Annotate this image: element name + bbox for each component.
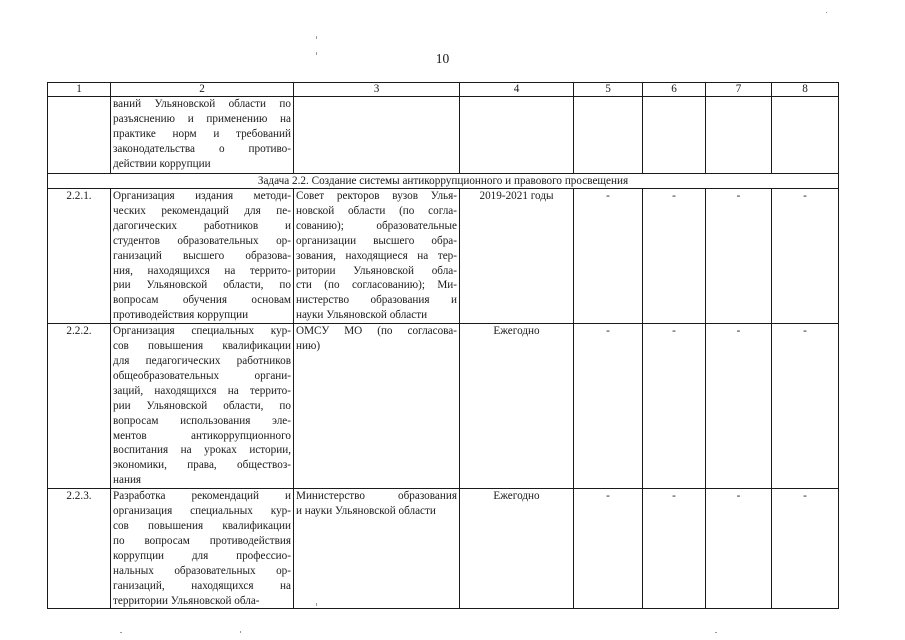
item-executors — [294, 324, 460, 489]
column-number-row — [48, 83, 839, 97]
text-line: воспитания на уроках истории, — [113, 444, 291, 457]
text-line: действии коррупции — [113, 157, 211, 170]
table-row — [48, 324, 839, 489]
column-number: 3 — [294, 83, 460, 97]
text-line: рии Ульяновской области, по — [113, 399, 291, 412]
continuation-row — [48, 97, 839, 174]
text-line: сованию); образовательные — [296, 219, 457, 232]
item-term: Ежегодно — [460, 489, 574, 609]
plan-table — [47, 82, 839, 609]
text-line: нию) — [296, 340, 321, 353]
text-line: коррупции для профессио- — [113, 549, 291, 562]
scan-speck — [240, 631, 241, 633]
text-line: противодействия коррупции — [113, 309, 249, 322]
text-line: ритории Ульяновской обла- — [296, 264, 457, 277]
text-line: организация специальных кур- — [113, 505, 291, 518]
text-line: сти (по согласованию); Ми- — [296, 279, 457, 292]
column-number: 1 — [48, 83, 111, 97]
item-number: 2.2.2. — [48, 324, 111, 489]
text-line: законодательства о противо- — [113, 142, 291, 155]
scan-speck — [316, 52, 317, 55]
funding-cell: - — [736, 190, 741, 202]
funding-cell: - — [736, 325, 741, 338]
column-number: 2 — [111, 83, 294, 97]
item-description — [111, 489, 294, 609]
empty-cell — [294, 97, 460, 174]
text-line: экономики, права, обществоз- — [113, 459, 291, 472]
funding-cell: - — [672, 490, 676, 503]
funding-cell: - — [606, 325, 610, 338]
text-line: ганизаций, находящихся на — [113, 579, 291, 592]
text-line: общеобразовательных органи- — [113, 369, 291, 382]
text-line: Разработка рекомендаций и — [113, 490, 291, 503]
item-number: 2.2.1. — [48, 189, 111, 324]
scan-speck — [316, 36, 317, 39]
table-row — [48, 189, 839, 324]
text-line: зования, находящиеся на тер- — [296, 249, 457, 262]
funding-cell: - — [606, 490, 610, 503]
item-executors — [294, 189, 460, 324]
empty-cell — [772, 97, 839, 174]
item-description — [111, 189, 294, 324]
empty-cell — [48, 97, 111, 174]
item-term: Ежегодно — [460, 324, 574, 489]
page-number: 10 — [435, 51, 450, 66]
funding-cell: - — [736, 490, 741, 503]
text-line: ваний Ульяновской области по — [113, 98, 291, 110]
text-line: практике норм и требований — [113, 127, 291, 140]
text-line: студентов образовательных ор- — [113, 234, 291, 247]
funding-cell: - — [672, 190, 676, 202]
text-line: нальных образовательных ор- — [113, 564, 291, 577]
column-number: 8 — [772, 83, 839, 97]
text-line: вопросам обучения основам — [113, 294, 291, 307]
funding-cell: - — [803, 190, 807, 202]
continuation-description — [111, 97, 294, 174]
text-line: разъяснению и применению на — [113, 112, 291, 125]
item-description — [111, 324, 294, 489]
funding-cell: - — [803, 490, 807, 503]
empty-cell — [706, 97, 772, 174]
text-line: Министерство образования — [296, 490, 457, 503]
text-line: ОМСУ МО (по согласова- — [296, 325, 457, 338]
text-line: и науки Ульяновской области — [296, 505, 436, 518]
funding-cell: - — [606, 190, 610, 202]
scan-speck — [316, 603, 317, 606]
table-row — [48, 489, 839, 609]
text-line: нания — [113, 474, 142, 487]
funding-cell: - — [803, 325, 807, 338]
text-line: Организация специальных кур- — [113, 325, 291, 338]
column-number: 7 — [706, 83, 772, 97]
text-line: заций, находящихся на террито- — [113, 384, 291, 397]
text-line: ментов антикоррупционного — [113, 429, 291, 442]
item-executors — [294, 489, 460, 609]
empty-cell — [460, 97, 574, 174]
scan-speck — [826, 12, 827, 13]
text-line: сов повышения квалификации — [113, 340, 291, 353]
text-line: новской области (по согла- — [296, 204, 457, 217]
text-line: Совет ректоров вузов Улья- — [296, 190, 457, 202]
text-line: дагогических работников и — [113, 219, 291, 232]
item-term: 2019-2021 годы — [460, 189, 574, 324]
text-line: вопросам использования эле- — [113, 414, 291, 427]
item-number: 2.2.3. — [48, 489, 111, 609]
column-number: 4 — [460, 83, 574, 97]
column-number: 5 — [574, 83, 643, 97]
text-line: организации высшего обра- — [296, 234, 457, 247]
text-line: рии Ульяновской области, по — [113, 279, 291, 292]
text-line: территории Ульяновской обла- — [113, 594, 260, 607]
task-row — [48, 174, 839, 189]
task-heading: Задача 2.2. Создание системы антикоррупционного и правового просвещения — [48, 174, 839, 189]
text-line: науки Ульяновской области — [296, 309, 428, 322]
text-line: ния, находящихся на террито- — [113, 264, 291, 277]
text-line: ганизаций высшего образова- — [113, 249, 291, 262]
text-line: Организация издания методи- — [113, 190, 291, 202]
text-line: нистерство образования и — [296, 294, 457, 307]
funding-cell: - — [672, 325, 676, 338]
scan-speck — [715, 632, 717, 633]
text-line: по вопросам противодействия — [113, 534, 291, 547]
empty-cell — [643, 97, 706, 174]
text-line: сов повышения квалификации — [113, 519, 291, 532]
column-number: 6 — [643, 83, 706, 97]
scan-speck — [120, 632, 122, 633]
text-line: ческих рекомендаций для пе- — [113, 204, 291, 217]
text-line: для педагогических работников — [113, 354, 291, 367]
empty-cell — [574, 97, 643, 174]
